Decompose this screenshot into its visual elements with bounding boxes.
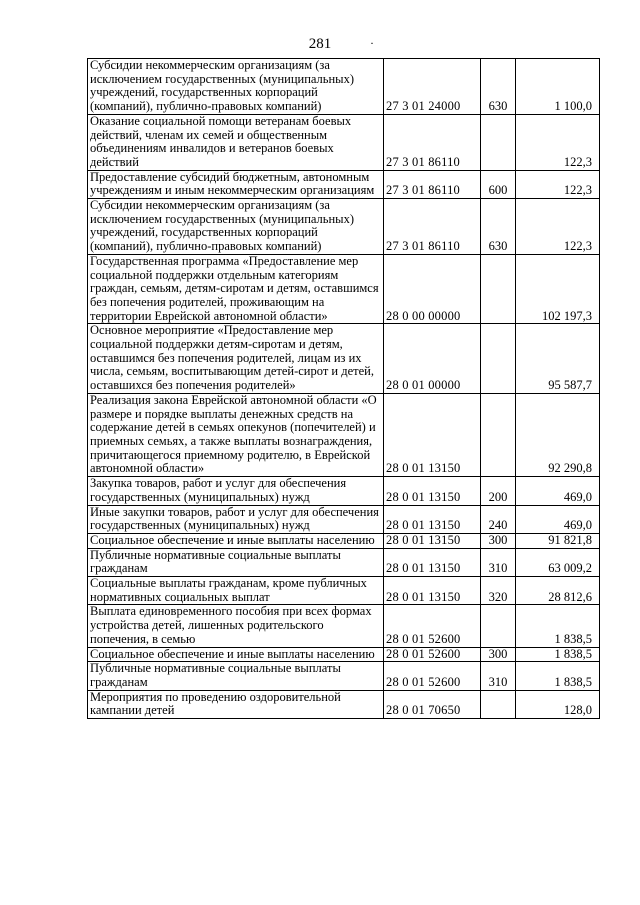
row-amount: 469,0 (516, 505, 600, 533)
row-code: 28 0 01 70650 (384, 690, 481, 718)
row-amount: 1 100,0 (516, 59, 600, 115)
row-description: Социальное обеспечение и иные выплаты населению (88, 647, 384, 662)
table-row (88, 170, 600, 198)
table-row (88, 577, 600, 605)
table-row (88, 647, 600, 662)
row-description: Субсидии некоммерческим организациям (за исключением государственных (муниципальных) учреждений, государственных корпораций (компаний), публично-правовых компаний) (88, 199, 384, 255)
page-mark: · (370, 36, 374, 50)
row-amount: 1 838,5 (516, 647, 600, 662)
row-code: 27 3 01 86110 (384, 170, 481, 198)
row-description: Основное мероприятие «Предоставление мер социальной поддержки детям-сиротам и детям, оставшимся без попечения родителей, лицам из их числа, семьям, воспитывающим детей-сирот и детей, оставшихся без попечения родителей» (88, 324, 384, 394)
row-code: 28 0 01 13150 (384, 533, 481, 548)
table-row (88, 662, 600, 690)
row-code: 28 0 01 00000 (384, 324, 481, 394)
table-row (88, 533, 600, 548)
row-expense-type: 600 (481, 170, 516, 198)
row-amount: 102 197,3 (516, 254, 600, 324)
row-description: Предоставление субсидий бюджетным, автономным учреждениям и иным некоммерческим организациям (88, 170, 384, 198)
row-description: Реализация закона Еврейской автономной области «О размере и порядке выплаты денежных средств на содержание детей в семьях опекунов (попечителей) и приемных семьях, а также выплаты вознаграждения, причитающегося приемному родителю, в Еврейской автономной области» (88, 393, 384, 476)
row-description: Субсидии некоммерческим организациям (за исключением государственных (муниципальных) учреждений, государственных корпораций (компаний), публично-правовых компаний) (88, 59, 384, 115)
row-expense-type (481, 324, 516, 394)
row-amount: 1 838,5 (516, 605, 600, 647)
row-expense-type: 300 (481, 647, 516, 662)
row-amount: 95 587,7 (516, 324, 600, 394)
row-amount: 122,3 (516, 170, 600, 198)
row-description: Закупка товаров, работ и услуг для обеспечения государственных (муниципальных) нужд (88, 477, 384, 505)
row-expense-type (481, 690, 516, 718)
row-amount: 28 812,6 (516, 577, 600, 605)
table-row (88, 393, 600, 476)
row-amount: 469,0 (516, 477, 600, 505)
table-row (88, 505, 600, 533)
row-description: Мероприятия по проведению оздоровительной кампании детей (88, 690, 384, 718)
row-amount: 122,3 (516, 114, 600, 170)
row-description: Социальное обеспечение и иные выплаты населению (88, 533, 384, 548)
row-code: 28 0 00 00000 (384, 254, 481, 324)
row-code: 27 3 01 86110 (384, 114, 481, 170)
row-description: Выплата единовременного пособия при всех формах устройства детей, лишенных родительского попечения, в семью (88, 605, 384, 647)
row-expense-type (481, 114, 516, 170)
table-row (88, 59, 600, 115)
row-description: Социальные выплаты гражданам, кроме публичных нормативных социальных выплат (88, 577, 384, 605)
row-expense-type: 630 (481, 59, 516, 115)
row-code: 28 0 01 13150 (384, 577, 481, 605)
row-description: Публичные нормативные социальные выплаты гражданам (88, 548, 384, 576)
row-expense-type: 300 (481, 533, 516, 548)
table-row (88, 114, 600, 170)
row-code: 27 3 01 24000 (384, 59, 481, 115)
row-description: Публичные нормативные социальные выплаты гражданам (88, 662, 384, 690)
row-amount: 92 290,8 (516, 393, 600, 476)
row-expense-type (481, 254, 516, 324)
page-number: 281 (308, 36, 332, 52)
row-description: Оказание социальной помощи ветеранам боевых действий, членам их семей и общественным объединениям инвалидов и ветеранов боевых действий (88, 114, 384, 170)
row-amount: 91 821,8 (516, 533, 600, 548)
row-expense-type: 320 (481, 577, 516, 605)
row-expense-type: 240 (481, 505, 516, 533)
row-expense-type: 630 (481, 199, 516, 255)
row-amount: 128,0 (516, 690, 600, 718)
table-row (88, 477, 600, 505)
row-code: 28 0 01 52600 (384, 647, 481, 662)
budget-table-body (88, 59, 600, 719)
table-row (88, 254, 600, 324)
row-amount: 122,3 (516, 199, 600, 255)
row-description: Государственная программа «Предоставление мер социальной поддержки отдельным категориям граждан, семьям, детям-сиротам и детям, оставшимся без попечения родителей, проживающим на территории Еврейской автономной области» (88, 254, 384, 324)
row-code: 28 0 01 13150 (384, 505, 481, 533)
row-code: 28 0 01 13150 (384, 393, 481, 476)
row-code: 28 0 01 13150 (384, 548, 481, 576)
row-description: Иные закупки товаров, работ и услуг для обеспечения государственных (муниципальных) нужд (88, 505, 384, 533)
row-code: 27 3 01 86110 (384, 199, 481, 255)
table-row (88, 605, 600, 647)
row-expense-type: 200 (481, 477, 516, 505)
row-expense-type: 310 (481, 662, 516, 690)
table-row (88, 199, 600, 255)
row-amount: 63 009,2 (516, 548, 600, 576)
row-expense-type (481, 605, 516, 647)
budget-table (87, 58, 600, 719)
table-row (88, 324, 600, 394)
table-row (88, 690, 600, 718)
table-row (88, 548, 600, 576)
row-code: 28 0 01 52600 (384, 662, 481, 690)
row-expense-type: 310 (481, 548, 516, 576)
row-amount: 1 838,5 (516, 662, 600, 690)
row-code: 28 0 01 13150 (384, 477, 481, 505)
row-code: 28 0 01 52600 (384, 605, 481, 647)
row-expense-type (481, 393, 516, 476)
